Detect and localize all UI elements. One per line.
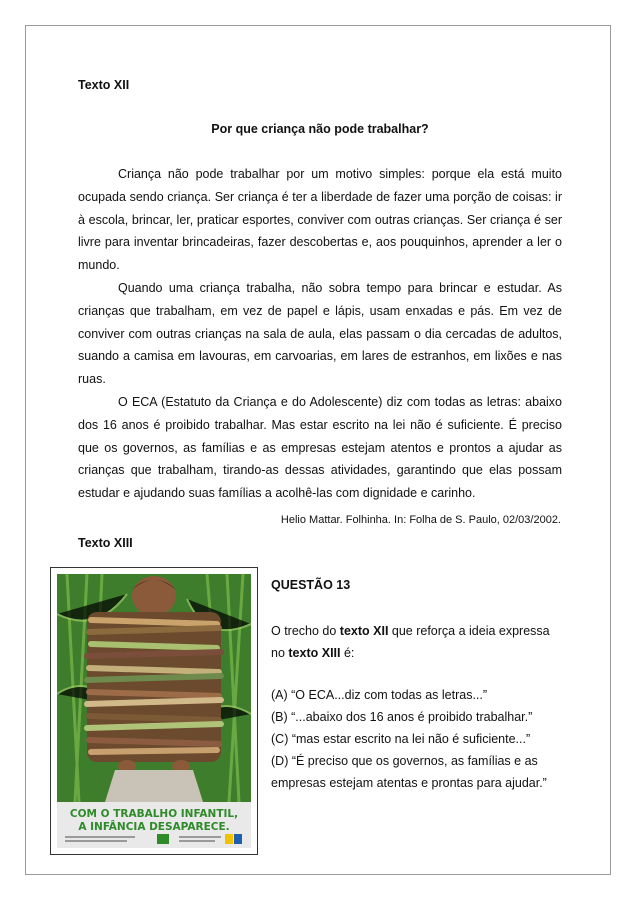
answer-options [271, 684, 563, 794]
paragraph-1: Criança não pode trabalhar por um motivo simples: porque ela está muito ocupada sendo criança. Ser criança é ter a liberdade de fazer uma porção de coisas: ir à escola, brincar, ler, praticar esportes, conviver com outras crianças. Ser criança é ser livre para inventar brincadeiras, fazer descobertas e, aos pouquinhos, aprender a ler o mundo. [78, 167, 562, 273]
poster-slogan-line2: A INFÂNCIA DESAPARECE. [78, 821, 230, 833]
texto-xii-heading: Texto XII [78, 78, 130, 92]
poster-frame [50, 567, 258, 855]
option-b: (B) “...abaixo dos 16 anos é proibido trabalhar.” [271, 710, 533, 724]
option-d: (D) “É preciso que os governos, as famílias e as empresas estejam atentas e prontas para ajudar.” [271, 754, 547, 790]
campaign-poster-image [57, 574, 251, 848]
citation: Helio Mattar. Folhinha. In: Folha de S. Paulo, 02/03/2002. [280, 514, 561, 526]
option-a: (A) “O ECA...diz com todas as letras...” [271, 688, 488, 702]
texto-xii-body [78, 163, 562, 505]
stem-ref-texto-xii: texto XII [339, 624, 389, 638]
question-stem [271, 620, 563, 664]
option-c: (C) “mas estar escrito na lei não é suficiente...” [271, 732, 531, 746]
paragraph-2: Quando uma criança trabalha, não sobra tempo para brincar e estudar. As crianças que trabalham, em vez de papel e lápis, usam enxadas e pás. Em vez de conviver com outras crianças na sala de aula, elas passam o dia cercadas de adultos, suando a camisa em lavouras, em carvoarias, em lares de estranhos, em lixões e nas ruas. [78, 280, 562, 387]
poster-slogan-line1: COM O TRABALHO INFANTIL, [69, 808, 239, 820]
stem-text-2: que reforça a ideia expressa no [271, 624, 550, 660]
texto-xiii-heading: Texto XIII [78, 536, 133, 550]
stem-text-3: é: [340, 646, 355, 660]
paragraph-3: O ECA (Estatuto da Criança e do Adolescente) diz com todas as letras: abaixo dos 16 anos é proibido trabalhar. Mas estar escrito na lei não é suficiente. É preciso que os governos, as famílias e as empresas estejam atentos e prontos a ajudar as crianças que trabalham, tirando-as dessas atividades, garantindo que elas possam estudar e ajudando suas famílias a acolhê-las com dignidade e carinho. [78, 394, 562, 501]
texto-xii-title: Por que criança não pode trabalhar? [211, 122, 429, 136]
question-title: QUESTÃO 13 [271, 578, 351, 592]
stem-ref-texto-xiii: texto XIII [288, 646, 341, 660]
stem-text-1: O trecho do [271, 624, 340, 638]
